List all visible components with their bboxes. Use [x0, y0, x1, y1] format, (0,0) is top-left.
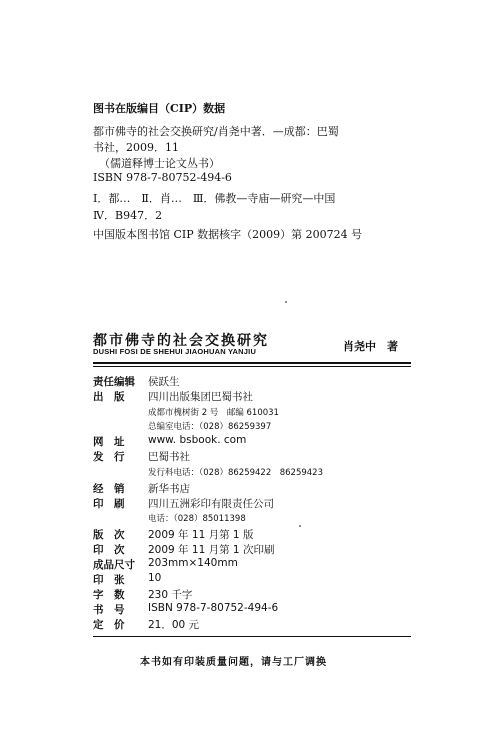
book-title: 都市佛寺的社会交换研究 — [93, 333, 269, 349]
impression-label: 印 次 — [93, 544, 125, 556]
size-label: 成品尺寸 — [93, 559, 135, 571]
cip-line-4: ISBN 978-7-80752-494-6 — [93, 171, 232, 184]
publisher-address: 成都市槐树街 2 号 邮编 610031 — [148, 408, 279, 418]
sheets-label: 印 张 — [93, 574, 125, 586]
editor-value: 侯跃生 — [148, 376, 180, 388]
cip-line-2: 书社，2009．11 — [93, 141, 179, 154]
seller-value: 新华书店 — [148, 483, 190, 495]
cip-line-7: 中国版本图书馆 CIP 数据核字（2009）第 200724 号 — [93, 228, 363, 241]
publisher-value: 四川出版集团巴蜀书社 — [148, 391, 253, 403]
website-label: 网 址 — [93, 436, 125, 448]
cip-line-3: （儒道释博士论文丛书） — [99, 157, 220, 170]
book-title-pinyin: DUSHI FOSI DE SHEHUI JIAOHUAN YANJIU — [93, 347, 257, 356]
sheets-value: 10 — [148, 572, 162, 584]
printer-value: 四川五洲彩印有限责任公司 — [148, 498, 274, 510]
book-author: 肖尧中 著 — [343, 340, 398, 353]
price-value: 21．00 元 — [148, 619, 200, 631]
cip-line-6: Ⅳ．B947．2 — [93, 209, 163, 222]
edition-value: 2009 年 11 月第 1 版 — [148, 529, 254, 541]
size-value: 203mm×140mm — [148, 557, 238, 569]
footer-rule — [93, 636, 411, 637]
cip-line-1: 都市佛寺的社会交换研究/肖尧中著．—成都：巴蜀 — [93, 125, 339, 138]
distributor-label: 发 行 — [93, 451, 125, 463]
printer-label: 印 刷 — [93, 498, 125, 510]
distributor-phone: 发行科电话：（028）86259422 86259423 — [148, 468, 324, 478]
price-label: 定 价 — [93, 619, 125, 631]
cip-line-5: Ⅰ．都… Ⅱ．肖… Ⅲ．佛教—寺庙—研究—中国 — [93, 192, 336, 205]
scan-speck — [285, 301, 287, 303]
editor-label: 责任编辑 — [93, 376, 135, 388]
edition-label: 版 次 — [93, 529, 125, 541]
impression-value: 2009 年 11 月第 1 次印刷 — [148, 544, 275, 556]
footer-notice: 本书如有印装质量问题，请与工厂调换 — [140, 657, 327, 668]
publisher-label: 出 版 — [93, 391, 125, 403]
words-label: 字 数 — [93, 589, 125, 601]
title-rule-bottom — [93, 366, 411, 367]
title-rule-top — [93, 362, 411, 364]
seller-label: 经 销 — [93, 483, 125, 495]
website-value[interactable]: www. bsbook. com — [148, 434, 247, 446]
distributor-value: 巴蜀书社 — [148, 451, 190, 463]
words-value: 230 千字 — [148, 589, 193, 601]
publisher-phone: 总编室电话：（028）86259397 — [148, 422, 272, 432]
printer-phone: 电话：（028）85011398 — [148, 514, 246, 524]
scan-speck — [299, 525, 301, 527]
cip-heading: 图书在版编目（CIP）数据 — [93, 102, 226, 115]
isbn-label: 书 号 — [93, 604, 125, 616]
isbn-value: ISBN 978-7-80752-494-6 — [148, 602, 279, 614]
